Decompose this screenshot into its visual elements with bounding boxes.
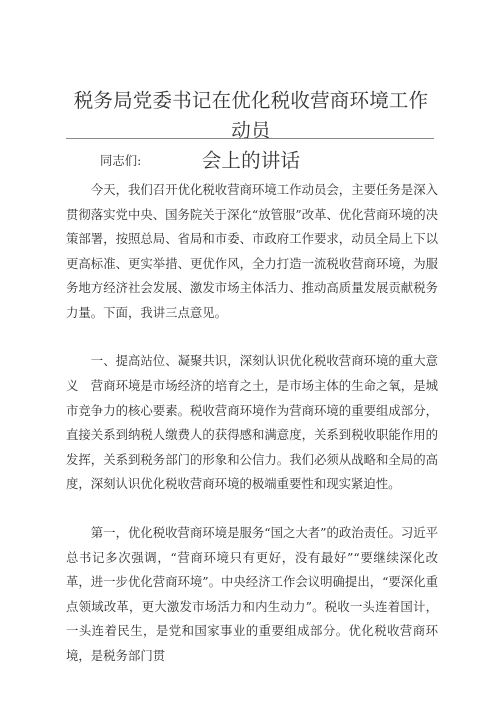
title-line-2: 会上的讲话 bbox=[201, 149, 301, 172]
paragraph-3: 第一，优化税收营商环境是服务“国之大者”的政治责任。习近平总书记多次强调，“营商环境只有更好，没有最好”“要继续深化改革，进一步优化营商环境”。中央经济工作会议明确提出，“要深化重点领域改革，更大激发市场活力和内生动力”。税收一头连着国计，一头连着民生，是党和国家事业的重要组成部分。优化税收营商环境，是税务部门贯 bbox=[66, 525, 439, 663]
title-divider bbox=[66, 138, 434, 139]
paragraph-2: 营商环境是市场经济的培育之土，是市场主体的生命之氧，是城市竞争力的核心要素。税收营商环境作为营商环境的重要组成部分，直接关系到纳税人缴费人的获得感和满意度，关系到税收职能作用的发挥，关系到税务部门的形象和公信力。我们必须从战略和全局的高度，深刻认识优化税收营商环境的极端重要性和现实紧迫性。 bbox=[66, 378, 438, 492]
section-heading-1: 一、提高站位、凝聚共识，深刻认识优化税收营商环境的重大意义 bbox=[66, 353, 438, 393]
title-line-1: 税务局党委书记在优化税收营商环境工作动员 bbox=[73, 89, 429, 142]
paragraph-intro: 今天，我们召开优化税收营商环境工作动员会，主要任务是深入贯彻落实党中央、国务院关于深化“放管服”改革、优化营商环境的决策部署，按照总局、省局和市委、市政府工作要求，动员全局上下以更高标准、更实举措、更优作风，全力打造一流税收营商环境，为服务地方经济社会发展、激发市场主体活力、推动高质量发展贡献税务力量。下面，我讲三点意见。 bbox=[66, 182, 438, 320]
greeting: 同志们: bbox=[100, 153, 142, 168]
